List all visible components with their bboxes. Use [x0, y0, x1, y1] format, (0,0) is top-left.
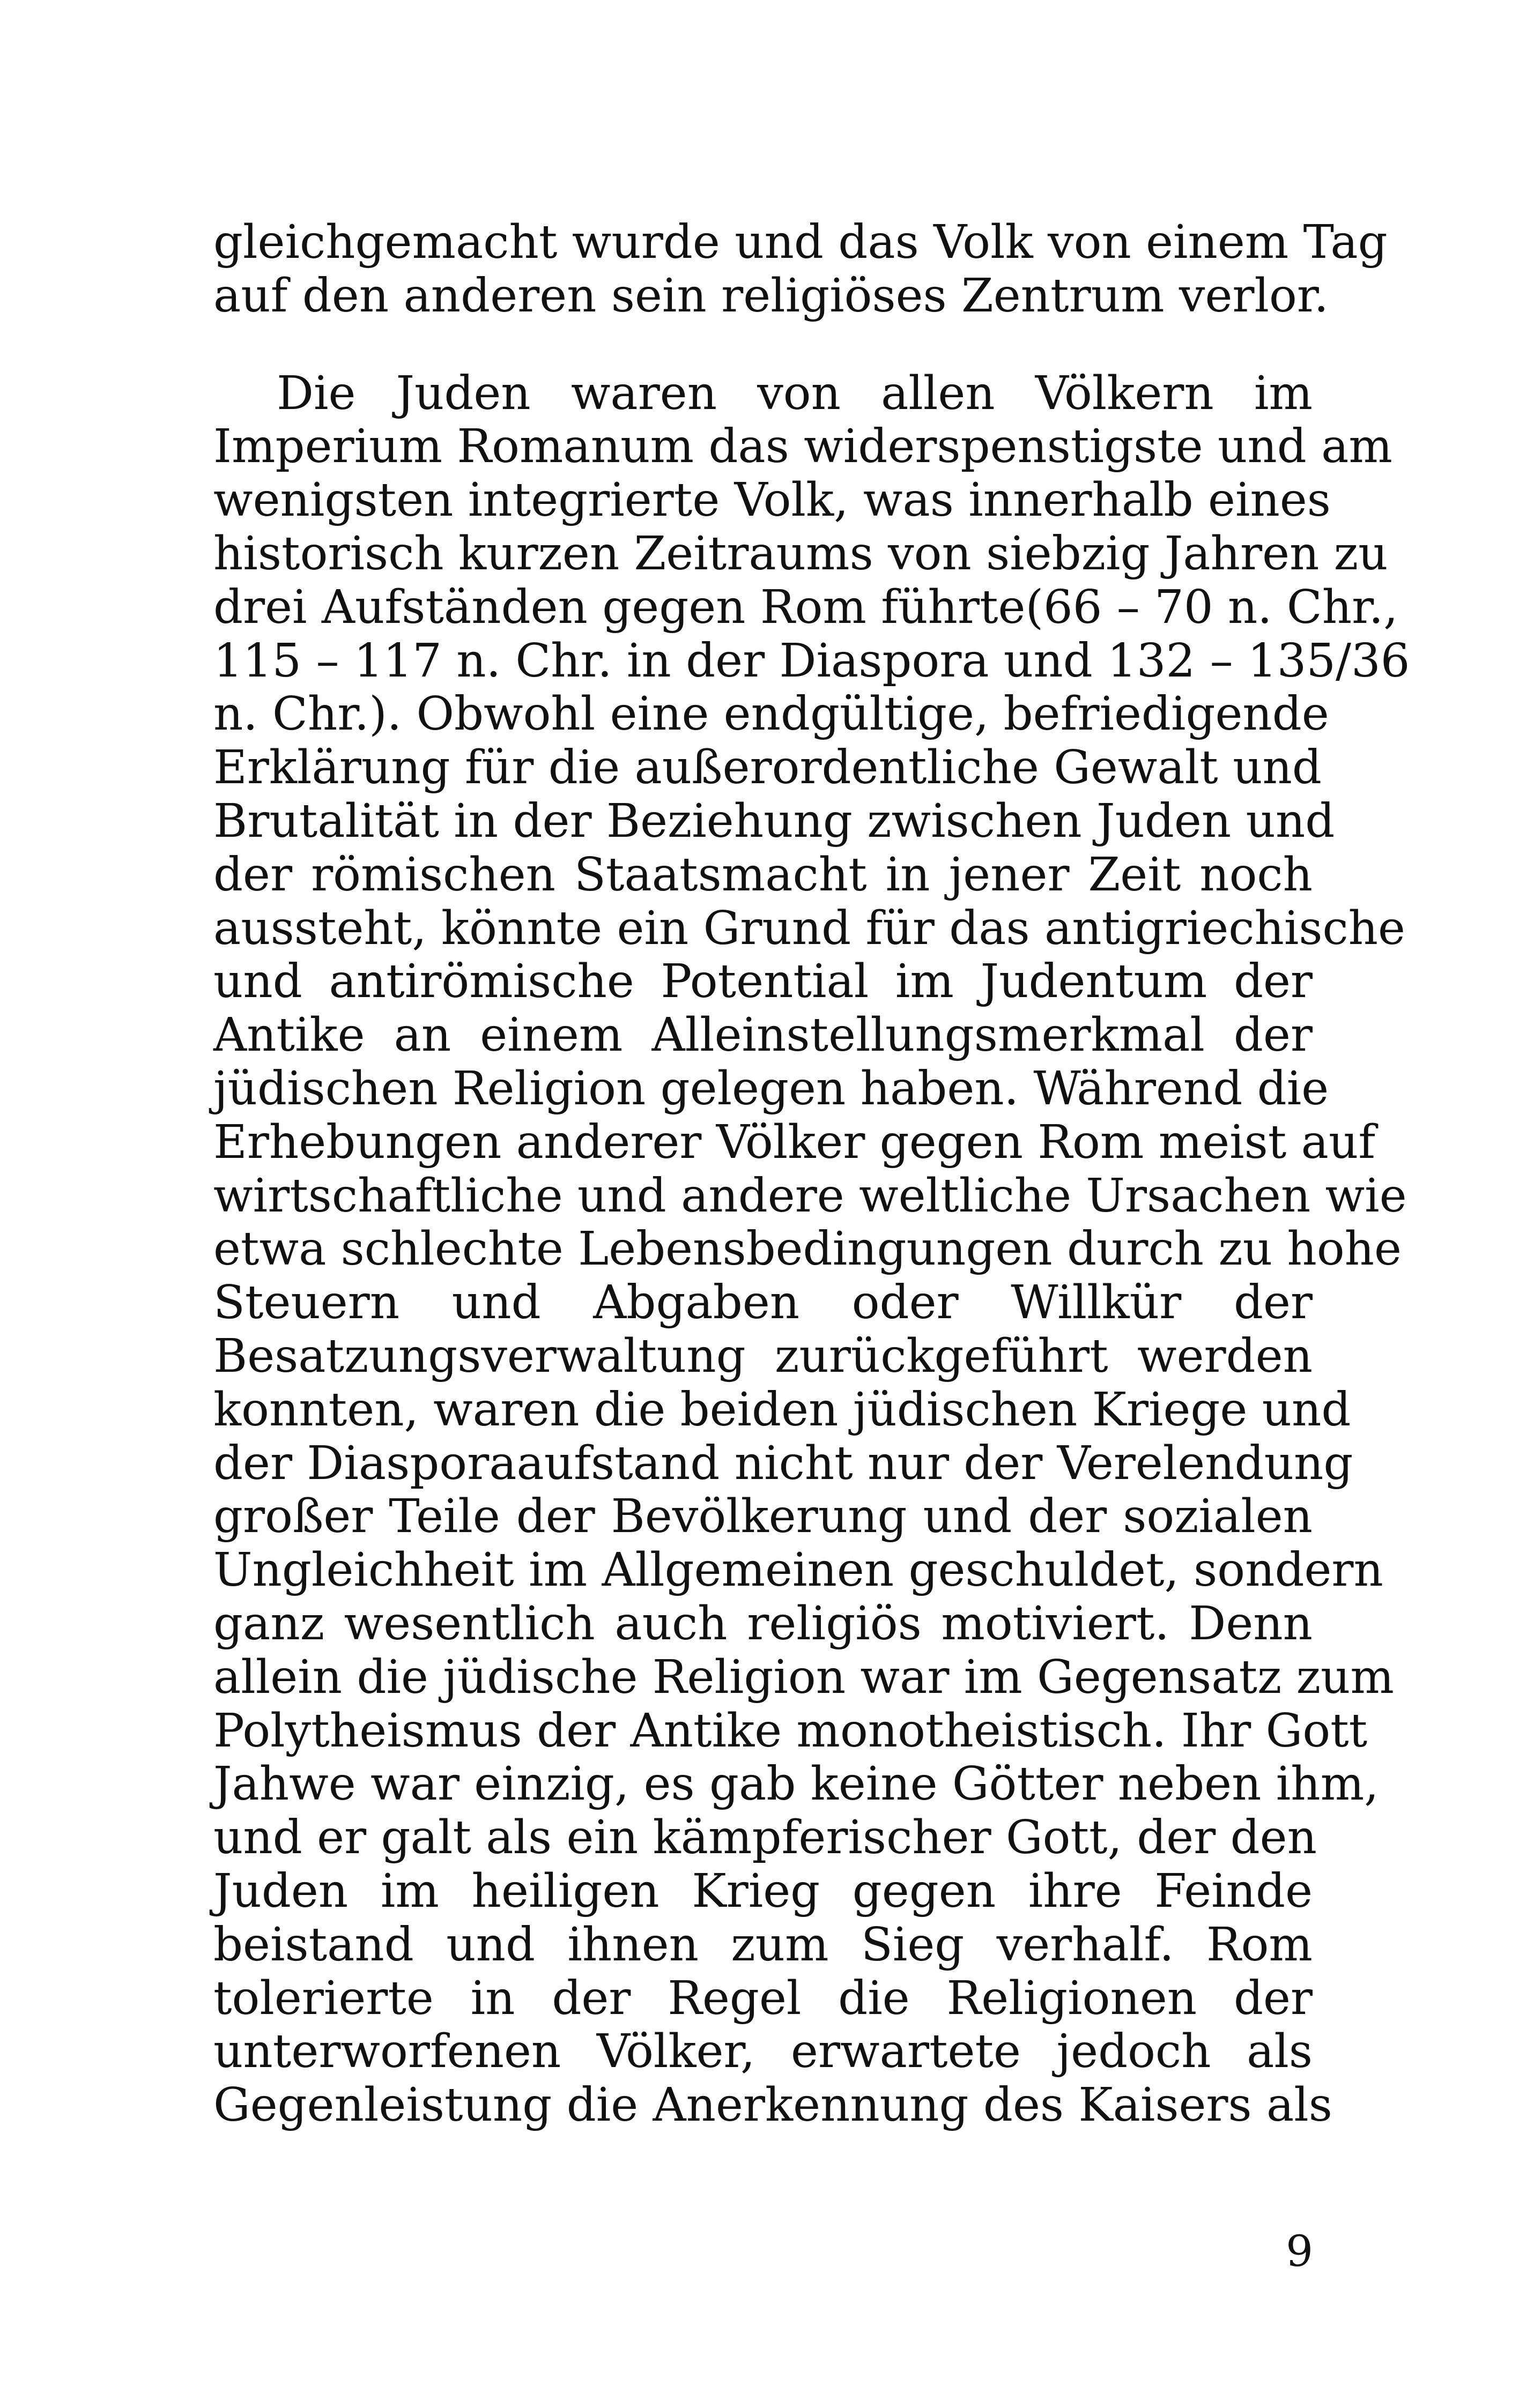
text-line: wenigsten integrierte Volk, was innerhalb eines [213, 473, 1331, 527]
text-line: konnten, waren die beiden jüdischen Kriege und [213, 1383, 1351, 1437]
text-line: der römischen Staatsmacht in jener Zeit noch [213, 848, 1313, 902]
text-line: und antirömische Potential im Judentum der [213, 955, 1313, 1009]
text-line: historisch kurzen Zeitraums von siebzig Jahren zu [213, 526, 1388, 581]
text-line: Gegenleistung die Anerkennung des Kaisers als [213, 2078, 1332, 2132]
text-line: Antike an einem Alleinstellungsmerkmal der [213, 1008, 1313, 1062]
text-line: Steuern und Abgaben oder Willkür der [213, 1276, 1313, 1330]
text-line: Polytheismus der Antike monotheistisch. Ihr Gott [213, 1704, 1368, 1758]
text-line: Brutalität in der Beziehung zwischen Juden und [213, 794, 1335, 848]
text-line: allein die jüdische Religion war im Gegensatz zum [213, 1650, 1394, 1704]
text-line: auf den anderen sein religiöses Zentrum verlor. [213, 269, 1329, 323]
text-line: Erhebungen anderer Völker gegen Rom meist auf [213, 1115, 1376, 1169]
text-line: jüdischen Religion gelegen haben. Während die [213, 1061, 1329, 1116]
text-line: Erklärung für die außerordentliche Gewalt und [213, 741, 1322, 795]
text-line: der Diasporaaufstand nicht nur der Verelendung [213, 1436, 1353, 1490]
body-text [213, 215, 1410, 2132]
text-line: beistand und ihnen zum Sieg verhalf. Rom [213, 1918, 1313, 1972]
text-line: Imperium Romanum das widerspenstigste und am [213, 420, 1392, 474]
text-line: Juden im heiligen Krieg gegen ihre Feinde [213, 1864, 1313, 1918]
text-line: unterworfenen Völker, erwartete jedoch als [213, 2025, 1313, 2079]
text-line: großer Teile der Bevölkerung und der sozialen [213, 1490, 1313, 1544]
text-line: Besatzungsverwaltung zurückgeführt werden [213, 1329, 1313, 1383]
text-line: wirtschaftliche und andere weltliche Ursachen wie [213, 1169, 1407, 1223]
text-line: gleichgemacht wurde und das Volk von einem Tag [213, 215, 1388, 269]
text-line: aussteht, könnte ein Grund für das antigriechische [213, 901, 1405, 955]
text-line: und er galt als ein kämpferischer Gott, der den [213, 1811, 1317, 1865]
paragraph-1 [213, 215, 1388, 323]
text-line: Jahwe war einzig, es gab keine Götter neben ihm, [213, 1757, 1379, 1811]
text-line: ganz wesentlich auch religiös motiviert. Denn [213, 1596, 1313, 1651]
text-line: n. Chr.). Obwohl eine endgültige, befriedigende [213, 687, 1329, 741]
page-number: 9 [1286, 2226, 1313, 2276]
paragraph-2 [213, 366, 1410, 2132]
text-line: 115 – 117 n. Chr. in der Diaspora und 132 – 135/36 [213, 634, 1410, 688]
text-line: tolerierte in der Regel die Religionen der [213, 1971, 1313, 2025]
text-line: Ungleichheit im Allgemeinen geschuldet, sondern [213, 1543, 1383, 1597]
text-line: etwa schlechte Lebensbedingungen durch zu hohe [213, 1222, 1402, 1276]
text-line: drei Aufständen gegen Rom führte(66 – 70 n. Chr., [213, 580, 1398, 634]
text-line: Die Juden waren von allen Völkern im [277, 366, 1313, 420]
